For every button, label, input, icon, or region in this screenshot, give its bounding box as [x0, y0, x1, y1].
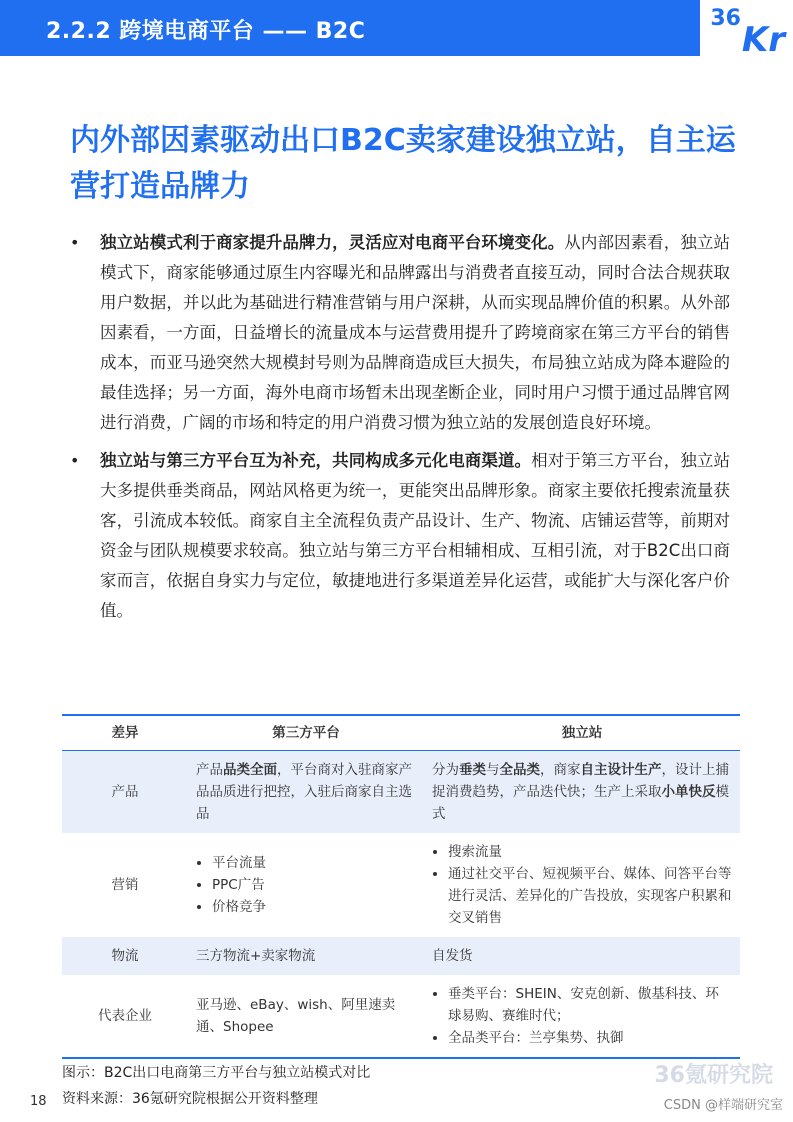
bullet-dot-icon: •: [70, 233, 80, 252]
cell-bold: 品类全面: [223, 762, 277, 778]
row-label: 营销: [111, 877, 139, 893]
table-row-marketing: [62, 833, 740, 937]
comparison-table: [62, 714, 740, 1059]
header-third-party: 第三方平台: [188, 715, 424, 751]
cell-third-product: [188, 751, 424, 834]
cell-bold: 垂类: [459, 762, 486, 778]
cell-text: ，商家: [540, 762, 581, 778]
cell-bold: 小单快反: [661, 784, 716, 800]
logo-top: 36: [710, 6, 741, 31]
cell-text: 模式: [432, 784, 729, 822]
main-title: 内外部因素驱动出口B2C卖家建设独立站，自主运营打造品牌力: [70, 123, 736, 204]
cell-ind-logistics: 自发货: [424, 937, 740, 975]
cell-third-marketing: [188, 833, 424, 937]
row-label: 物流: [62, 937, 188, 975]
bullet-item: [70, 228, 730, 438]
watermark-brand: 36氪研究院: [654, 1063, 773, 1088]
row-label: 代表企业: [62, 975, 188, 1058]
table-row-companies: [62, 975, 740, 1058]
list-item: • 垂类平台：SHEIN、安克创新、傲基科技、环球易购、赛维时代；: [448, 983, 732, 1027]
cell-text: ，设计上捕捉消费趋势，产品迭代快；生产上采取: [432, 762, 729, 800]
row-label: 产品: [62, 751, 188, 834]
cell-ind-product: [424, 751, 740, 834]
table-row-product: [62, 751, 740, 834]
table-row-logistics: [62, 937, 740, 975]
bullet-text: 从内部因素看，独立站模式下，商家能够通过原生内容曝光和品牌露出与消费者直接互动，同时合法合规获取用户数据，并以此为基础进行精准营销与用户深耕，从而实现品牌价值的积累。从外部因素看，一方面，日益增长的流量成本与运营费用提升了跨境商家在第三方平台的销售成本，而亚马逊突然大规模封号则为品牌商造成巨大损失，布局独立站成为降本避险的最佳选择；另一方面，海外电商市场暂未出现垄断企业，同时用户习惯于通过品牌官网进行消费，广阔的市场和特定的用户消费习惯为独立站的发展创造良好环境。: [100, 233, 731, 432]
section-title: 2.2.2 跨境电商平台 —— B2C: [46, 19, 366, 44]
list-item: • 通过社交平台、短视频平台、媒体、问答平台等进行灵活、差异化的广告投放，实现客户积累和交叉销售: [448, 863, 732, 929]
header-bar: [0, 0, 700, 56]
cell-text: 与: [486, 762, 500, 778]
bullet-item: [70, 446, 730, 626]
bullet-list: [70, 228, 730, 634]
header-independent: 独立站: [424, 715, 740, 751]
list-item: • 搜索流量: [448, 841, 732, 863]
cell-bold: 全品类: [499, 762, 540, 778]
watermark-csdn: CSDN @样端研究室: [663, 1098, 783, 1113]
cell-third-companies: 亚马逊、eBay、wish、阿里速卖通、Shopee: [188, 975, 424, 1058]
figure-caption: 图示：B2C出口电商第三方平台与独立站模式对比: [62, 1065, 371, 1081]
logo-bottom: Kr: [741, 20, 785, 60]
source-note: 资料来源：36氪研究院根据公开资料整理: [62, 1091, 318, 1107]
cell-ind-companies: [424, 975, 740, 1058]
bullet-lead: 独立站模式利于商家提升品牌力，灵活应对电商平台环境变化。: [100, 233, 565, 252]
cell-text: 分为: [432, 762, 459, 778]
bullet-dot-icon: •: [70, 451, 80, 470]
cell-third-logistics: 三方物流+卖家物流: [188, 937, 424, 975]
header-diff: 差异: [62, 715, 188, 751]
list-item: • 全品类平台：兰亭集势、执御: [448, 1027, 732, 1049]
cell-text: ，平台商对入驻商家产品品质进行把控，入驻后商家自主选品: [196, 762, 412, 822]
bullet-lead: 独立站与第三方平台互为补充，共同构成多元化电商渠道。: [100, 451, 532, 470]
cell-bold: 自主设计生产: [580, 762, 662, 778]
bullet-text: 相对于第三方平台，独立站大多提供垂类商品，网站风格更为统一，更能突出品牌形象。商家主要依托搜索流量获客，引流成本较低。商家自主全流程负责产品设计、生产、物流、店铺运营等，前期对资金与团队规模要求较高。独立站与第三方平台相辅相成、互相引流，对于B2C出口商家而言，依据自身实力与定位，敏捷地进行多渠道差异化运营，或能扩大与深化客户价值。: [100, 451, 731, 620]
list-item: • 平台流量: [212, 852, 416, 874]
list-item: • PPC广告: [212, 874, 416, 896]
table-header-row: [62, 715, 740, 751]
page-number: 18: [30, 1094, 47, 1109]
cell-text: 产品: [196, 762, 223, 778]
list-item: • 价格竞争: [212, 896, 416, 918]
cell-ind-marketing: [424, 833, 740, 937]
